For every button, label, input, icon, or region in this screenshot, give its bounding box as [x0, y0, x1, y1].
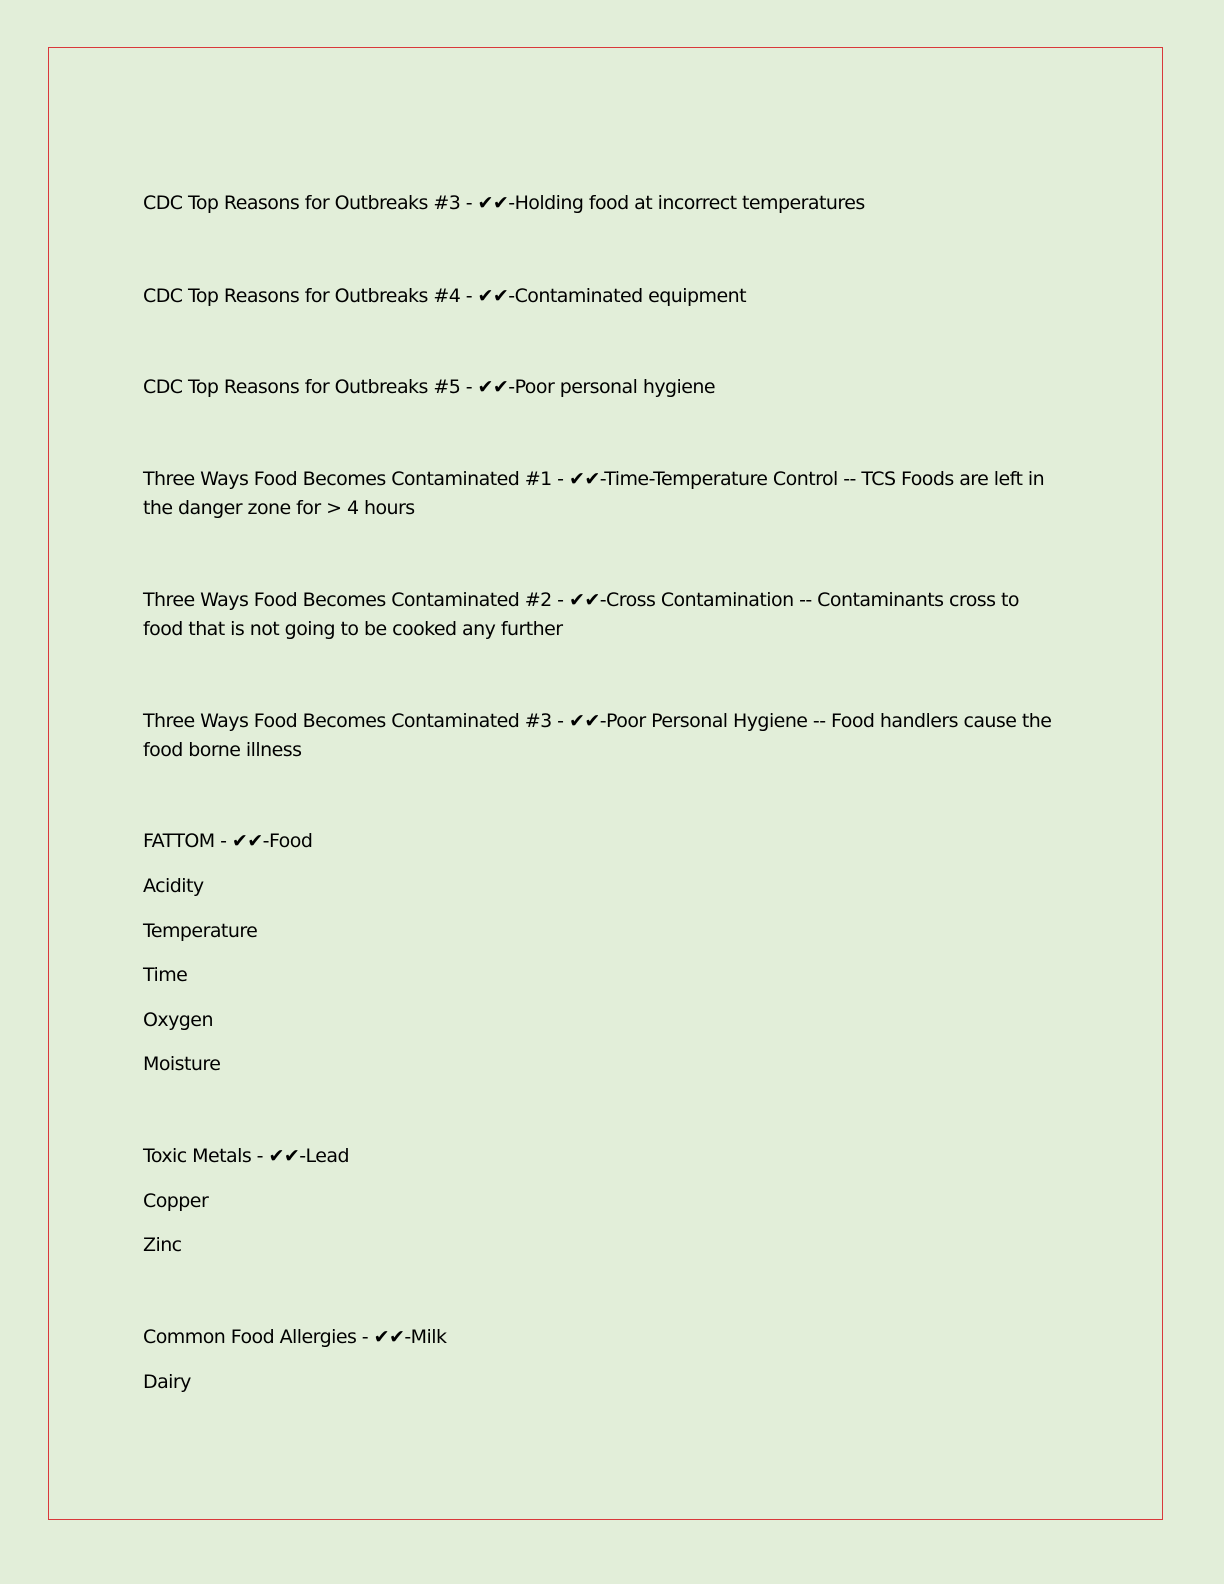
- toxic-metals-heading: Toxic Metals - ✔✔-Lead: [143, 1145, 349, 1167]
- entry-cdc-3: CDC Top Reasons for Outbreaks #3 - ✔✔-Holding food at incorrect temperatures: [143, 192, 865, 214]
- toxic-metals-item: Copper: [143, 1190, 209, 1212]
- entry-contamination-2: Three Ways Food Becomes Contaminated #2 - ✔✔-Cross Contamination -- Contaminants cross to food that is not going to be cooked any further: [143, 589, 1019, 640]
- fattom-item: Acidity: [143, 875, 204, 897]
- page-border: [48, 47, 1163, 1520]
- allergies-item: Dairy: [143, 1371, 191, 1393]
- fattom-item: Moisture: [143, 1053, 221, 1075]
- entry-contamination-1: Three Ways Food Becomes Contaminated #1 - ✔✔-Time-Temperature Control -- TCS Foods are left in the danger zone for > 4 hours: [143, 468, 1045, 519]
- fattom-item: Temperature: [143, 920, 258, 942]
- fattom-item: Time: [143, 964, 188, 986]
- allergies-heading: Common Food Allergies - ✔✔-Milk: [143, 1326, 447, 1348]
- entry-cdc-5: CDC Top Reasons for Outbreaks #5 - ✔✔-Poor personal hygiene: [143, 376, 716, 398]
- fattom-heading: FATTOM - ✔✔-Food: [143, 830, 313, 852]
- entry-contamination-3: Three Ways Food Becomes Contaminated #3 - ✔✔-Poor Personal Hygiene -- Food handlers cause the food borne illness: [143, 710, 1052, 761]
- fattom-item: Oxygen: [143, 1009, 213, 1031]
- entry-cdc-4: CDC Top Reasons for Outbreaks #4 - ✔✔-Contaminated equipment: [143, 285, 747, 307]
- toxic-metals-item: Zinc: [143, 1234, 182, 1256]
